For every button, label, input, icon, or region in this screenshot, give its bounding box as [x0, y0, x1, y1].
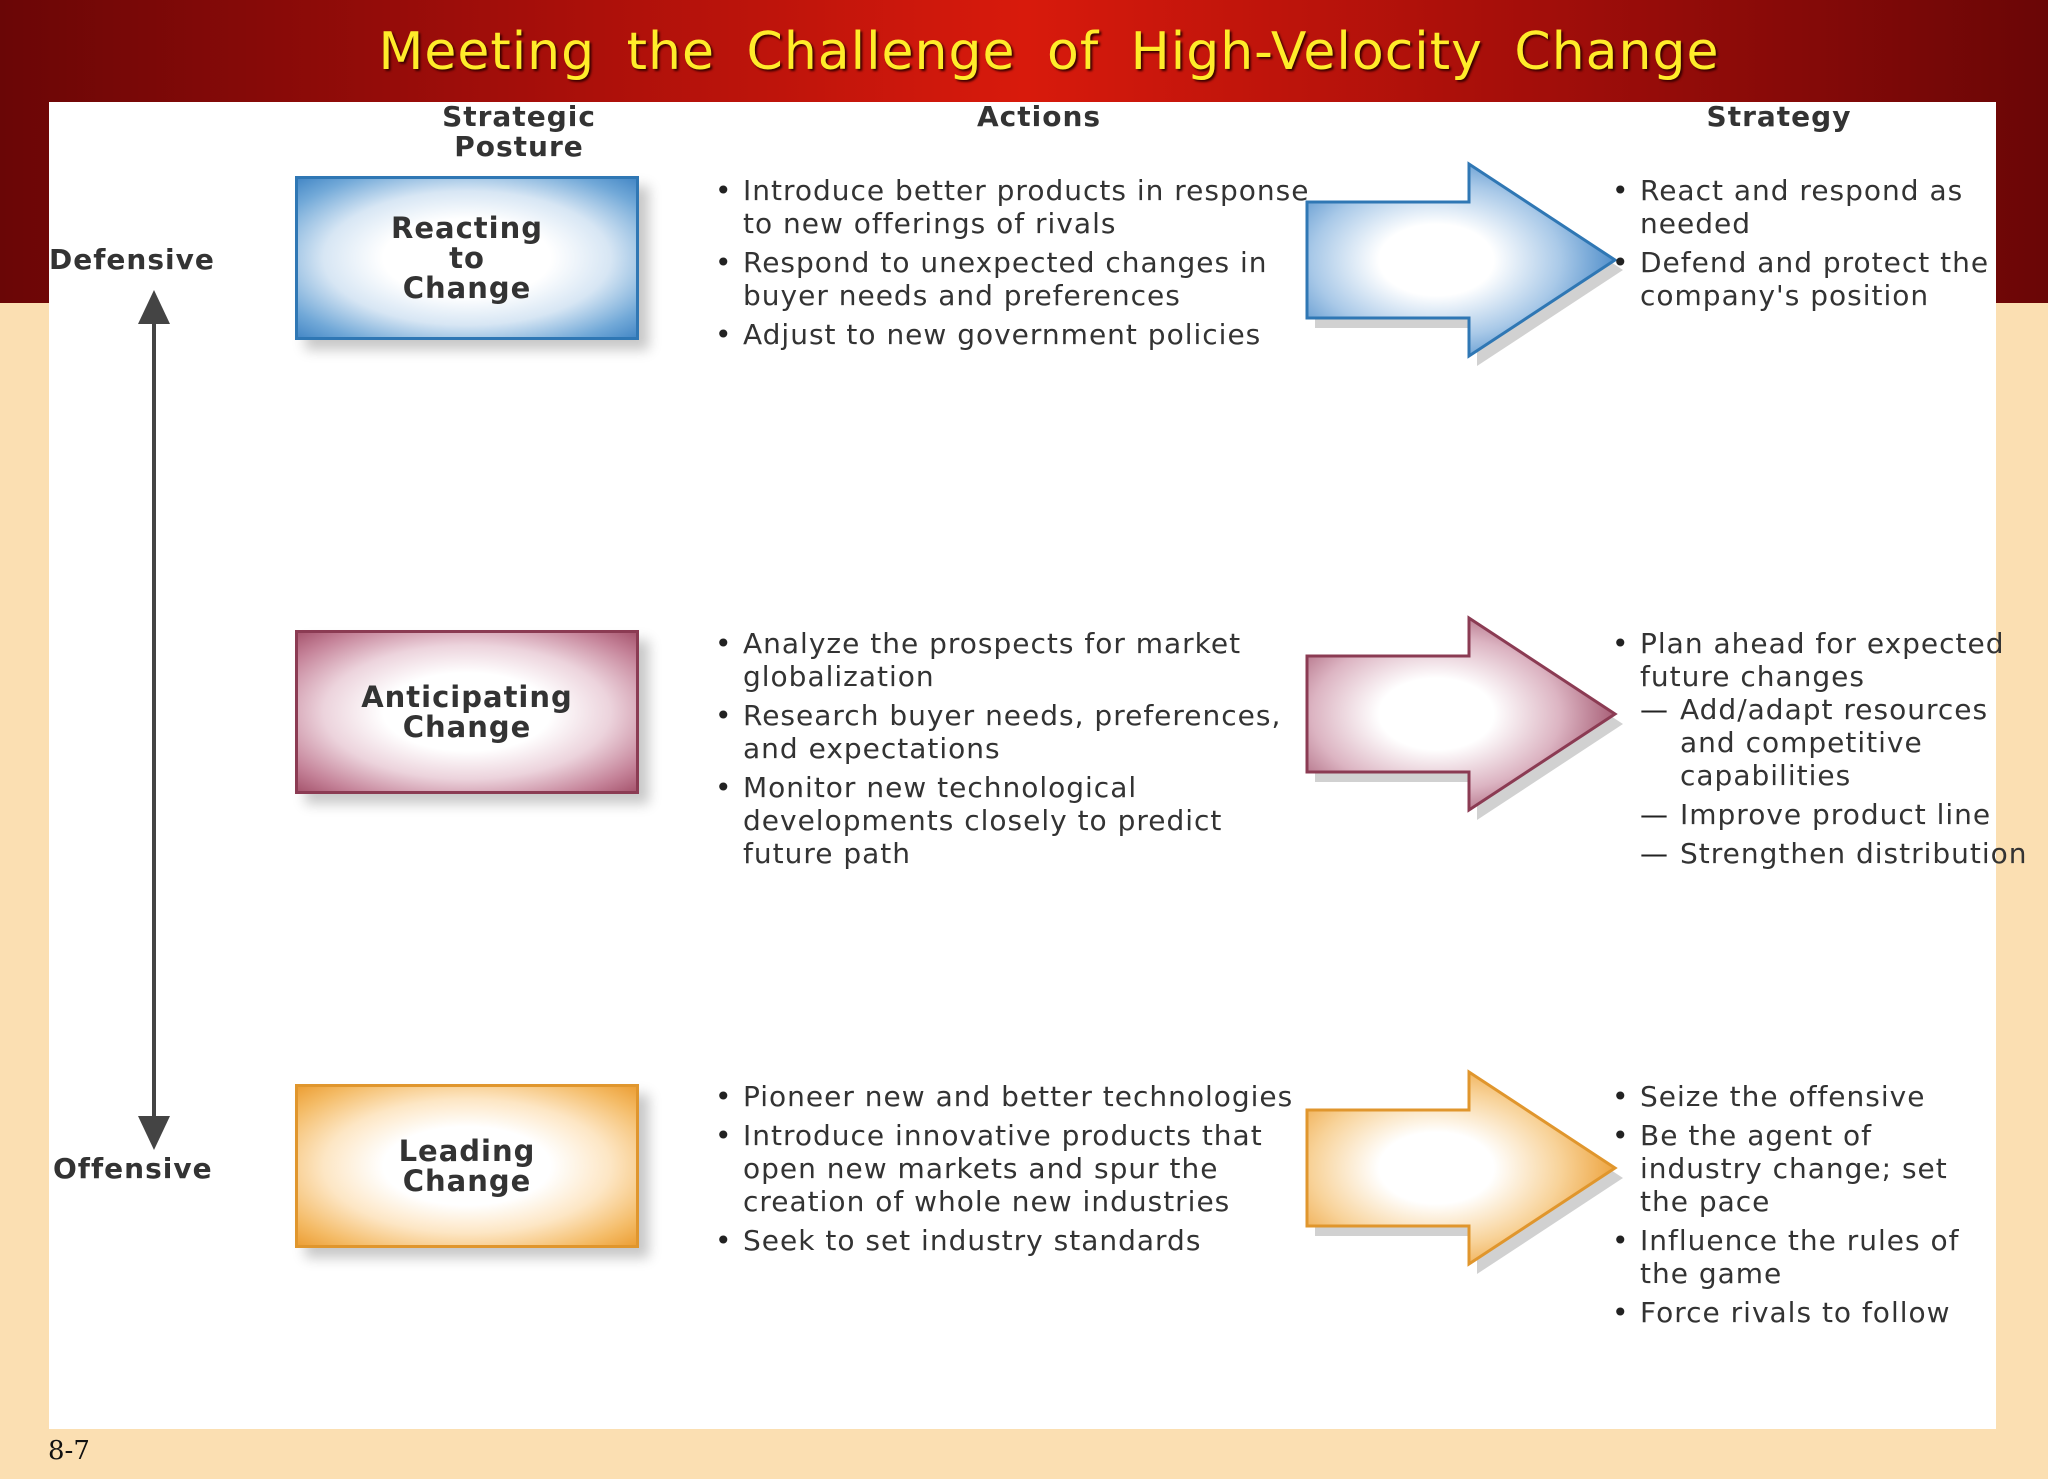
- list-item: • Force rivals to follow: [1612, 1296, 2002, 1329]
- strategy-list-leading: [1612, 1080, 2002, 1335]
- slide-number: 8-7: [48, 1436, 90, 1466]
- arrow-anticipating: [1289, 610, 1629, 840]
- axis-label-defensive: Defensive: [49, 243, 215, 276]
- list-item: • Respond to unexpected changes in buyer needs and preferences: [715, 246, 1315, 312]
- posture-label-reacting: Reacting to Change: [391, 211, 543, 305]
- list-item: • Seize the offensive: [1612, 1080, 2002, 1113]
- list-item: • Monitor new technological developments closely to predict future path: [715, 771, 1315, 870]
- list-item: • Defend and protect the company's position: [1612, 246, 1992, 312]
- actions-list-leading: [715, 1080, 1315, 1263]
- axis-arrowhead-up: [138, 290, 170, 324]
- slide-title: Meeting the Challenge of High-Velocity Change: [378, 22, 1720, 82]
- arrow-leading: [1289, 1064, 1629, 1294]
- list-item: • React and respond as needed: [1612, 174, 1992, 240]
- axis-label-offensive: Offensive: [53, 1152, 213, 1185]
- column-header-strategy: Strategy: [1706, 100, 1852, 133]
- actions-list-anticipating: [715, 627, 1315, 876]
- sub-list-item: — Add/adapt resources and competitive capabilities: [1640, 693, 2032, 792]
- strategy-list-reacting: [1612, 174, 1992, 318]
- actions-list-reacting: [715, 174, 1315, 357]
- sub-list-item: — Improve product line: [1640, 798, 2032, 831]
- diagram-panel: [49, 100, 2028, 1429]
- strategy-sublist: [1640, 693, 2032, 870]
- posture-box-anticipating: [295, 630, 639, 794]
- posture-box-leading: [295, 1084, 639, 1248]
- axis-arrowhead-down: [138, 1116, 170, 1150]
- list-item: • Be the agent of industry change; set the pace: [1612, 1119, 2002, 1218]
- posture-box-reacting: [295, 176, 639, 340]
- arrow-reacting: [1289, 156, 1629, 386]
- list-item: • Seek to set industry standards: [715, 1224, 1315, 1257]
- sub-list-item: — Strengthen distribution: [1640, 837, 2032, 870]
- list-item: • Pioneer new and better technologies: [715, 1080, 1315, 1113]
- column-header-actions: Actions: [976, 100, 1102, 133]
- strategy-item-text: Plan ahead for expected future changes: [1640, 627, 2005, 693]
- list-item: • Influence the rules of the game: [1612, 1224, 2002, 1290]
- posture-label-anticipating: Anticipating Change: [361, 680, 573, 744]
- posture-label-leading: Leading Change: [398, 1134, 536, 1198]
- column-header-posture: Strategic Posture: [442, 100, 596, 163]
- list-item: • Introduce innovative products that open new markets and spur the creation of whole new industries: [715, 1119, 1315, 1218]
- list-item: • Research buyer needs, preferences, and expectations: [715, 699, 1315, 765]
- list-item: • Introduce better products in response to new offerings of rivals: [715, 174, 1315, 240]
- list-item: [1612, 627, 2032, 870]
- list-item: • Analyze the prospects for market globalization: [715, 627, 1315, 693]
- strategy-list-anticipating: [1612, 627, 2032, 876]
- list-item: • Adjust to new government policies: [715, 318, 1315, 351]
- defensive-offensive-axis: [49, 102, 289, 1202]
